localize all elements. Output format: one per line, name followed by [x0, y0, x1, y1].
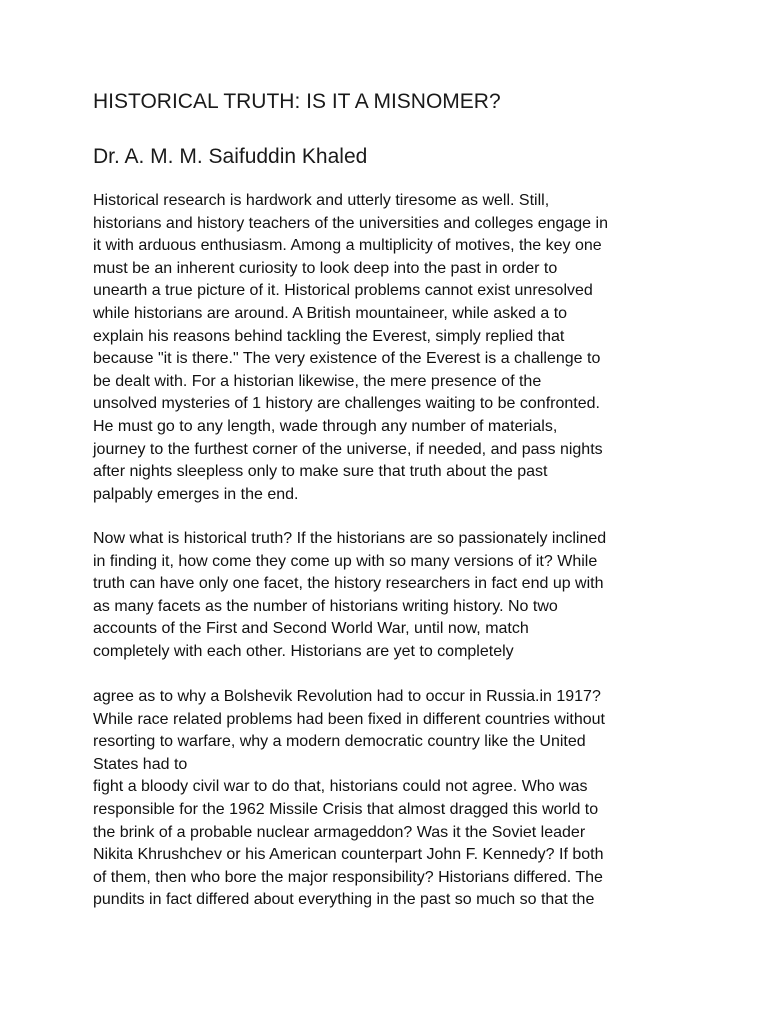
text-line: of them, then who bore the major responsibility? Historians differed. The: [93, 868, 603, 886]
text-line: explain his reasons behind tackling the Everest, simply replied that: [93, 327, 565, 345]
text-line: While race related problems had been fixed in different countries without: [93, 710, 605, 728]
author-name: Dr. A. M. M. Saifuddin Khaled: [93, 145, 368, 168]
text-line: truth can have only one facet, the history researchers in fact end up with: [93, 575, 604, 593]
text-line: because "it is there." The very existence of the Everest is a challenge to: [93, 350, 601, 368]
text-line: after nights sleepless only to make sure that truth about the past: [93, 463, 548, 481]
paragraph-2: [93, 528, 606, 664]
text-line: Nikita Khrushchev or his American counterpart John F. Kennedy? If both: [93, 846, 604, 864]
text-line: it with arduous enthusiasm. Among a multiplicity of motives, the key one: [93, 237, 602, 255]
text-line: Now what is historical truth? If the historians are so passionately inclined: [93, 530, 607, 547]
text-line: unearth a true picture of it. Historical problems cannot exist unresolved: [93, 282, 593, 300]
text-line: while historians are around. A British mountaineer, while asked a to: [93, 304, 568, 322]
text-line: Historical research is hardwork and utterly tiresome as well. Still,: [93, 192, 550, 209]
text-line: States had to: [93, 755, 188, 773]
text-line: fight a bloody civil war to do that, historians could not agree. Who was: [93, 778, 588, 796]
text-line: pundits in fact differed about everything in the past so much so that the: [93, 891, 595, 909]
document-title: HISTORICAL TRUTH: IS IT A MISNOMER?: [93, 90, 501, 113]
text-line: He must go to any length, wade through any number of materials,: [93, 417, 558, 435]
text-line: the brink of a probable nuclear armageddon? Was it the Soviet leader: [93, 823, 586, 841]
text-line: in finding it, how come they come up with so many versions of it? While: [93, 552, 598, 570]
text-line: completely with each other. Historians are yet to completely: [93, 642, 514, 660]
text-line: be dealt with. For a historian likewise, the mere presence of the: [93, 372, 542, 390]
text-line: as many facets as the number of historians writing history. No two: [93, 597, 558, 615]
text-line: must be an inherent curiosity to look deep into the past in order to: [93, 259, 558, 277]
text-line: accounts of the First and Second World War, until now, match: [93, 620, 529, 638]
text-line: unsolved mysteries of 1 history are challenges waiting to be confronted.: [93, 395, 600, 413]
paragraph-3: [93, 686, 605, 912]
text-line: resorting to warfare, why a modern democratic country like the United: [93, 733, 586, 751]
paragraph-1: [93, 190, 608, 506]
text-line: historians and history teachers of the universities and colleges engage in: [93, 214, 608, 232]
text-line: responsible for the 1962 Missile Crisis that almost dragged this world to: [93, 800, 599, 818]
text-line: agree as to why a Bolshevik Revolution had to occur in Russia.in 1917?: [93, 688, 601, 705]
text-line: palpably emerges in the end.: [93, 485, 299, 503]
text-line: journey to the furthest corner of the universe, if needed, and pass nights: [93, 440, 603, 458]
